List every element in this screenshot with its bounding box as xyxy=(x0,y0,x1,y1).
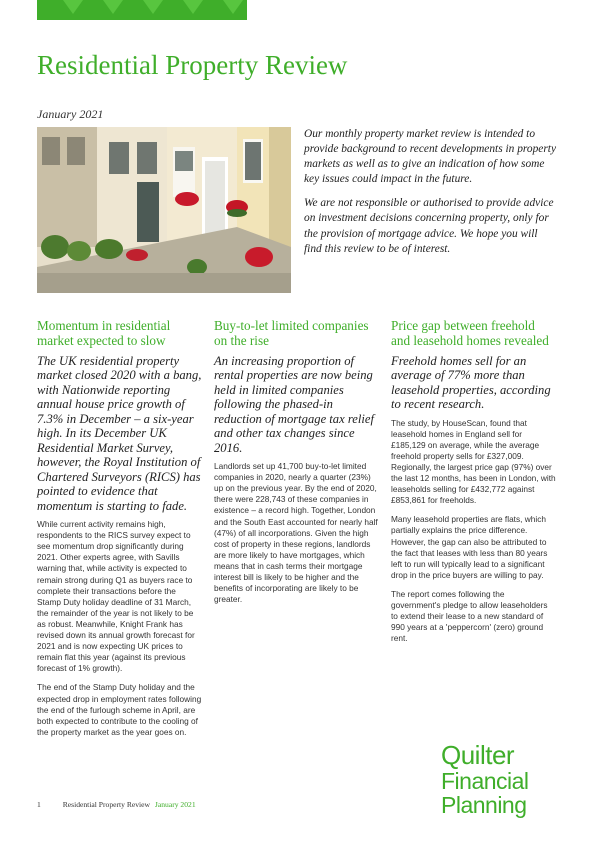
street-houses-photo xyxy=(37,127,291,293)
top-banner xyxy=(37,0,247,20)
intro-text xyxy=(304,127,558,266)
article-lead: An increasing proportion of rental properties are now being held in limited companies following the phased-in reduction of mortgage tax relief and other tax changes since 2016. xyxy=(214,353,374,455)
article-heading: Buy-to-let limited companies on the rise xyxy=(214,318,369,349)
quilter-logo xyxy=(441,742,566,817)
logo-line: Planning xyxy=(441,792,527,818)
footer-date: January 2021 xyxy=(154,800,196,809)
article-price-gap xyxy=(391,318,556,652)
issue-date: January 2021 xyxy=(37,107,104,121)
article-body: While current activity remains high, respondents to the RICS survey expect to see momentum drop significantly during 2021. Other experts agree, with Savills warning that, while activity is expected to remain strong during Q1 as buyers race to complete their transactions before the Stamp Duty holiday deadline of 31 March, the remainder of the year is not likely to be as robust. Meanwhile, Knight Frank has revised down its annual growth forecast for 2021 and is now expecting UK prices to remain flat this year (against its previous forecast of 1% growth). xyxy=(37,519,195,674)
article-body: The study, by HouseScan, found that leasehold homes in England sell for £185,129 on average, while the average freehold property sells for £327,009. Regionally, the largest price gap (97%) over the last 12 months, has been in London, with leaseholds selling for £432,772 against £853,861 for freeholds. xyxy=(391,417,556,506)
article-body: The report comes following the government's pledge to allow leaseholders to extend their lease to a new standard of 990 years at a 'peppercorn' (zero) ground rent. xyxy=(391,588,548,644)
article-momentum xyxy=(37,318,202,746)
page-number: 1 xyxy=(37,800,41,809)
article-lead: The UK residential property market closed 2020 with a bang, with Nationwide reporting annual house price growth of 7.3% in December – a six-year high. In its December UK Residential Market Survey, however, the Royal Institution of Chartered Surveyors (RICS) has pointed to evidence that momentum is starting to fade. xyxy=(37,353,202,513)
intro-paragraph: Our monthly property market review is intended to provide background to recent developments in property markets as well as to give an indication of how some key issues could impact in the future. xyxy=(304,128,556,186)
logo-line: Financial xyxy=(441,768,529,794)
article-heading: Price gap between freehold and leasehold homes revealed xyxy=(391,318,549,349)
article-body: Landlords set up 41,700 buy-to-let limited companies in 2020, nearly a quarter (23%) up on the previous year. By the end of 2020, there were 228,743 of these companies in existence – a record high. Together, London and the South East accounted for nearly half (47%) of all incorporations. Given the high cost of property in these regions, landlords are more likely to have mortgages, which means that in cash terms their mortgage interest bill is likely to be higher and the benefits of incorporating are likely to be greater. xyxy=(214,461,378,605)
intro-disclaimer: We are not responsible or authorised to provide advice on investment decisions concerning property, only for the provision of mortgage advice. We hope you will find this review to be of interest. xyxy=(304,197,554,255)
article-body: The end of the Stamp Duty holiday and the expected drop in employment rates following the end of the furlough scheme in April, are both expected to contribute to the cooling of the property market as the year goes on. xyxy=(37,682,202,737)
article-lead: Freehold homes sell for an average of 77% more than leasehold properties, according to recent research. xyxy=(391,353,551,412)
article-buy-to-let xyxy=(214,318,379,613)
article-body: Many leasehold properties are flats, which partially explains the price difference. However, the gap can also be attributed to the fact that leases with less than 80 years left to run will typically lead to a significant drop in the price buyers are willing to pay. xyxy=(391,514,548,580)
footer-label: Residential Property Review xyxy=(62,800,151,809)
page-title: Residential Property Review xyxy=(37,50,348,80)
logo-line: Quilter xyxy=(441,740,515,770)
article-heading: Momentum in residential market expected to slow xyxy=(37,318,171,349)
page-footer xyxy=(37,800,196,809)
